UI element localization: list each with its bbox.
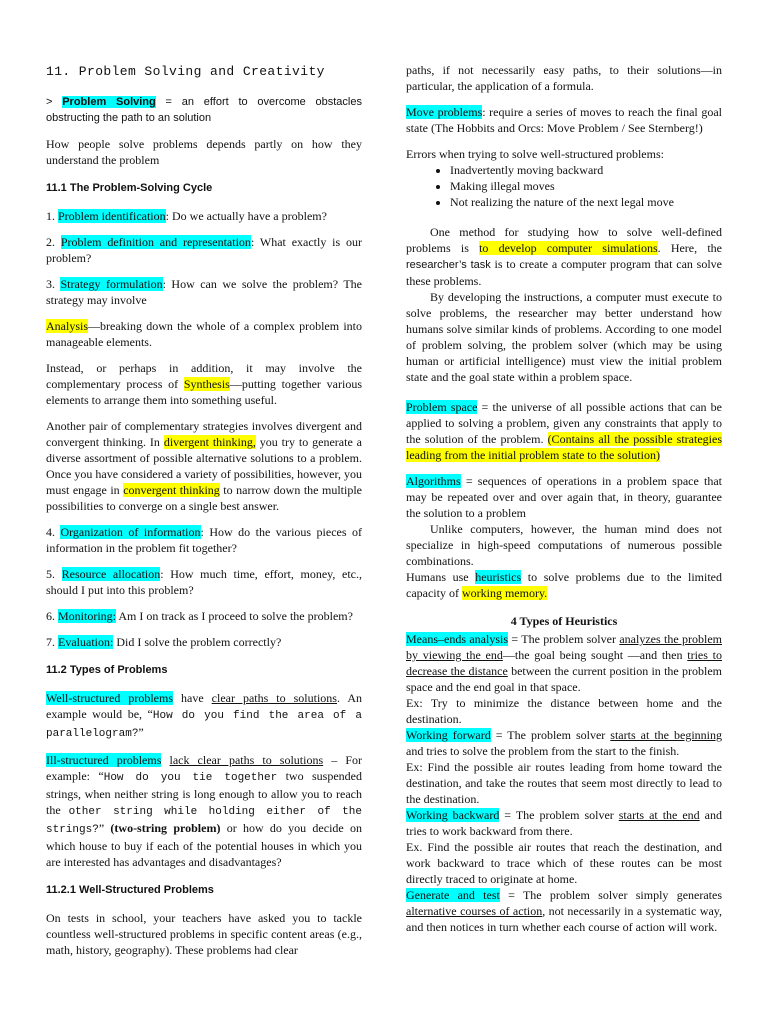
heading-heuristics: 4 Types of Heuristics <box>510 614 618 628</box>
unlike-paragraph: Unlike computers, however, the human mind does not specialize in high-speed computations of numerous possible combinations. <box>406 522 722 568</box>
synthesis-paragraph: Instead, or perhaps in addition, it may involve the complementary process of Synthesis—putting together various elements to arrange them into something useful. <box>46 361 362 407</box>
working-backward-example: Ex. Find the possible air routes that reach the destination, and work backward to trace which of these routes can be most directly traced to originate at home. <box>406 840 722 886</box>
errors-list <box>406 162 722 210</box>
divergent-paragraph: Another pair of complementary strategies involves divergent and convergent thinking. In divergent thinking, you try to generate a diverse assortment of possible alternative solutions to a problem. Once you have considered a variety of possibilities, however, you must engage in convergent thinking to narrow down the multiple possibilities to converge on a single best answer. <box>46 419 363 513</box>
list-item: • Making illegal moves <box>450 178 722 194</box>
ill-structured-paragraph: Ill-structured problems lack clear paths to solutions – For example: “How do you tie together two suspended strings, when neither string is long enough to allow you to reach the other string while holding either of the strings?” (two-string problem) or how do you decide on which house to buy if each of the potential houses in which you are interested has advantages and disadvantages? <box>46 753 362 869</box>
means-ends-paragraph: Means–ends analysis = The problem solver analyzes the problem by viewing the end—the goal being sought —and then tries to decrease the distance between the current position in the problem space and the end goal in that space. <box>406 632 722 694</box>
right-column <box>406 62 722 935</box>
step-6: 6. Monitoring: Am I on track as I proceed to solve the problem? <box>46 609 353 623</box>
heading-well-structured: 11.2.1 Well-Structured Problems <box>46 884 214 896</box>
problem-space-paragraph: Problem space = the universe of all possible actions that can be applied to solving a problem, given any constraints that apply to the solution of the problem. (Contains all the possible strategies leading from the initial problem state to the solution) <box>406 400 722 462</box>
well-structured-paragraph: Well-structured problems have clear paths to solutions. An example would be, “How do you find the area of a parallelogram?” <box>46 691 362 740</box>
step-5: 5. Resource allocation: How much time, effort, money, etc., should I put into this problem? <box>46 567 363 597</box>
heading-cycle: 11.1 The Problem-Solving Cycle <box>46 182 213 194</box>
tests-paragraph: On tests in school, your teachers have asked you to tackle countless well-structured problems in specific content areas (e.g., math, history, geography). These problems had clear <box>46 911 362 957</box>
step-2: 2. Problem definition and representation: What exactly is our problem? <box>46 235 362 265</box>
intro-paragraph: How people solve problems depends partly on how they understand the problem <box>46 137 362 167</box>
step-4: 4. Organization of information: How do the various pieces of information in the problem fit together? <box>46 525 363 555</box>
means-ends-example: Ex: Try to minimize the distance between home and the destination. <box>406 696 722 726</box>
problem-solving-definition: > Problem Solving = an effort to overcome obstacles obstructing the path to an solution <box>46 96 362 124</box>
step-3: 3. Strategy formulation: How can we solve the problem? The strategy may involve <box>46 277 362 307</box>
highlight-problem-solving: Problem Solving <box>62 96 156 108</box>
generate-test-paragraph: Generate and test = The problem solver simply generates alternative courses of action, not necessarily in a systematic way, and then notices in turn whether each course of action will work. <box>406 888 722 934</box>
list-item: • Not realizing the nature of the next legal move <box>450 194 722 210</box>
working-forward-example: Ex: Find the possible air routes leading from home toward the destination, and take the routes that seem most directly to lead to the destination. <box>406 760 722 806</box>
move-problems-paragraph: Move problems: require a series of moves to reach the final goal state (The Hobbits and Orcs: Move Problem / See Sternberg!) <box>406 105 723 135</box>
working-forward-paragraph: Working forward = The problem solver starts at the beginning and tries to solve the problem from the start to the finish. <box>406 728 722 758</box>
heuristics-paragraph: Humans use heuristics to solve problems due to the limited capacity of working memory. <box>406 570 722 600</box>
working-backward-paragraph: Working backward = The problem solver starts at the end and tries to work backward from there. <box>406 808 722 838</box>
errors-intro: Errors when trying to solve well-structured problems: <box>406 147 664 161</box>
page-title: 11. Problem Solving and Creativity <box>46 64 325 79</box>
step-7: 7. Evaluation: Did I solve the problem correctly? <box>46 635 282 649</box>
left-column <box>46 60 362 968</box>
developing-paragraph: By developing the instructions, a computer must execute to solve problems, the researcher may better understand how humans solve similar kinds of problems. According to one model of problem solving, the problem solver (which may be using human or artificial intelligence) must view the initial problem state and the goal state within a problem space. <box>406 290 722 384</box>
paths-paragraph: paths, if not necessarily easy paths, to their solutions—in particular, the application of a formula. <box>406 63 722 93</box>
method-paragraph: One method for studying how to solve well-defined problems is to develop computer simulations. Here, the researcher’s task is to create a computer program that can solve these problems. <box>406 225 722 288</box>
analysis-paragraph: Analysis—breaking down the whole of a complex problem into manageable elements. <box>46 319 362 349</box>
heading-types: 11.2 Types of Problems <box>46 664 168 676</box>
list-item: • Inadvertently moving backward <box>450 162 722 178</box>
algorithms-paragraph: Algorithms = sequences of operations in a problem space that may be repeated over and over again that, in theory, guarantee the solution to a problem <box>406 474 722 520</box>
step-1: 1. Problem identification: Do we actually have a problem? <box>46 209 327 223</box>
